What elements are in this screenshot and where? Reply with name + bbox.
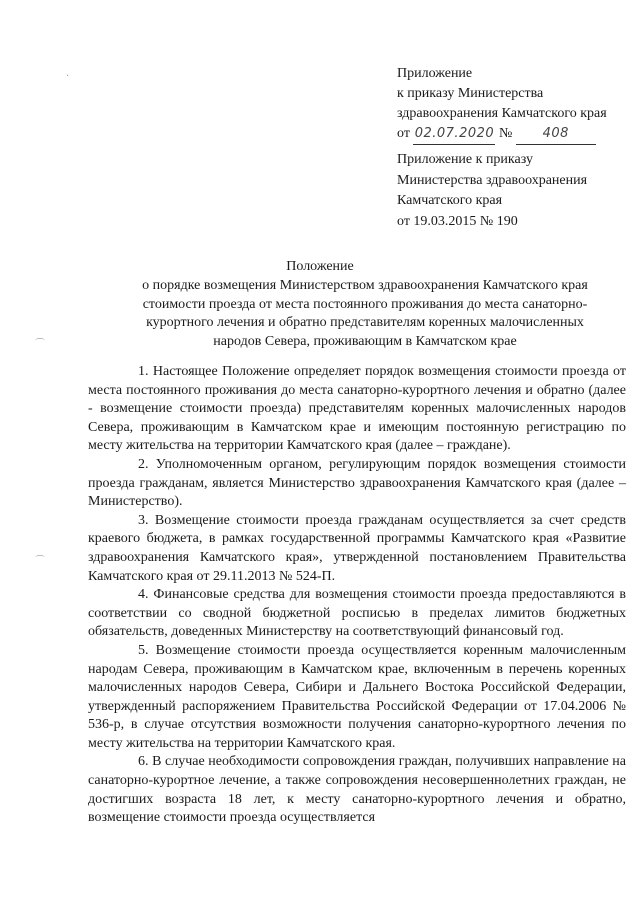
paragraph: 1. Настоящее Положение определяет порядок возмещения стоимости проезда от места постоянного проживания до места санаторно-курортного лечения и обратно (далее - возмещение стоимости проезда) представителям коренных малочисленных народов Севера, проживающим в Камчатском крае и имеющим постоянную регистрацию по месту жительства на территории Камчатского края (далее – граждане). — [88, 364, 626, 454]
paragraph: 4. Финансовые средства для возмещения стоимости проезда предоставляются в соответствии со сводной бюджетной росписью в пределах лимитов бюджетных обязательств, доведенных Министерству на соответствующий финансовый год. — [88, 587, 626, 640]
appendix-original — [397, 150, 587, 232]
number-prefix: № — [498, 126, 513, 141]
paragraph: 5. Возмещение стоимости проезда осуществляется коренным малочисленным народам Севера, проживающим в Камчатском крае, включенным в перечень коренных малочисленных народов Севера, Сибири и Дальнего Востока Российской Федерации, утвержденный распоряжением Правительства Российской Федерации от 17.04.2006 № 536-р, в случае отсутствия возможности получения санаторно-курортного лечения по месту жительства на территории Камчатского края. — [88, 642, 626, 751]
handwritten-date: 02.07.2020 — [413, 124, 495, 145]
document-body — [88, 363, 626, 828]
appendix-line: от 19.03.2015 № 190 — [397, 213, 518, 229]
document-title: Положение — [286, 259, 354, 274]
appendix-current — [397, 64, 607, 145]
handwritten-number: 408 — [516, 124, 596, 145]
paragraph: 3. Возмещение стоимости проезда гражданам осуществляется за счет средств краевого бюджета, в рамках государственной программы Камчатского края «Развитие здравоохранения Камчатского края», утвержденной постановлением Правительства Камчатского края от 29.11.2013 № 524-П. — [88, 512, 626, 584]
date-prefix: от — [397, 126, 410, 141]
appendix-line: Приложение — [397, 66, 473, 81]
paragraph: 2. Уполномоченным органом, регулирующим порядок возмещения стоимости проезда гражданам, является Министерство здравоохранения Камчатского края (далее – Министерство). — [88, 456, 626, 510]
scan-mark: · — [66, 71, 70, 82]
appendix-line: Приложение к приказу — [397, 152, 533, 167]
paragraph: 6. В случае необходимости сопровождения граждан, получивших направление на санаторно-курортное лечение, а также сопровождения несовершеннолетних граждан, не достигших возраста 18 лет, к месту санаторно-курортного лечения и обратно, возмещение стоимости проезда осуществляется — [88, 754, 626, 826]
appendix-date-line — [397, 124, 607, 145]
document-subtitle: о порядке возмещения Министерством здравоохранения Камчатского края стоимости проезда от места постоянного проживания до места санаторно-курортного лечения и обратно представителям коренных малочисленных народов Севера, проживающим в Камчатском крае — [142, 278, 588, 349]
appendix-line: Камчатского края — [397, 193, 503, 208]
appendix-line: Министерства здравоохранения — [397, 172, 588, 188]
appendix-line: здравоохранения Камчатского края — [397, 106, 607, 121]
scan-mark: ⌒ — [35, 556, 45, 567]
scan-mark: ⌒ — [35, 339, 45, 350]
appendix-line: к приказу Министерства — [397, 86, 544, 101]
